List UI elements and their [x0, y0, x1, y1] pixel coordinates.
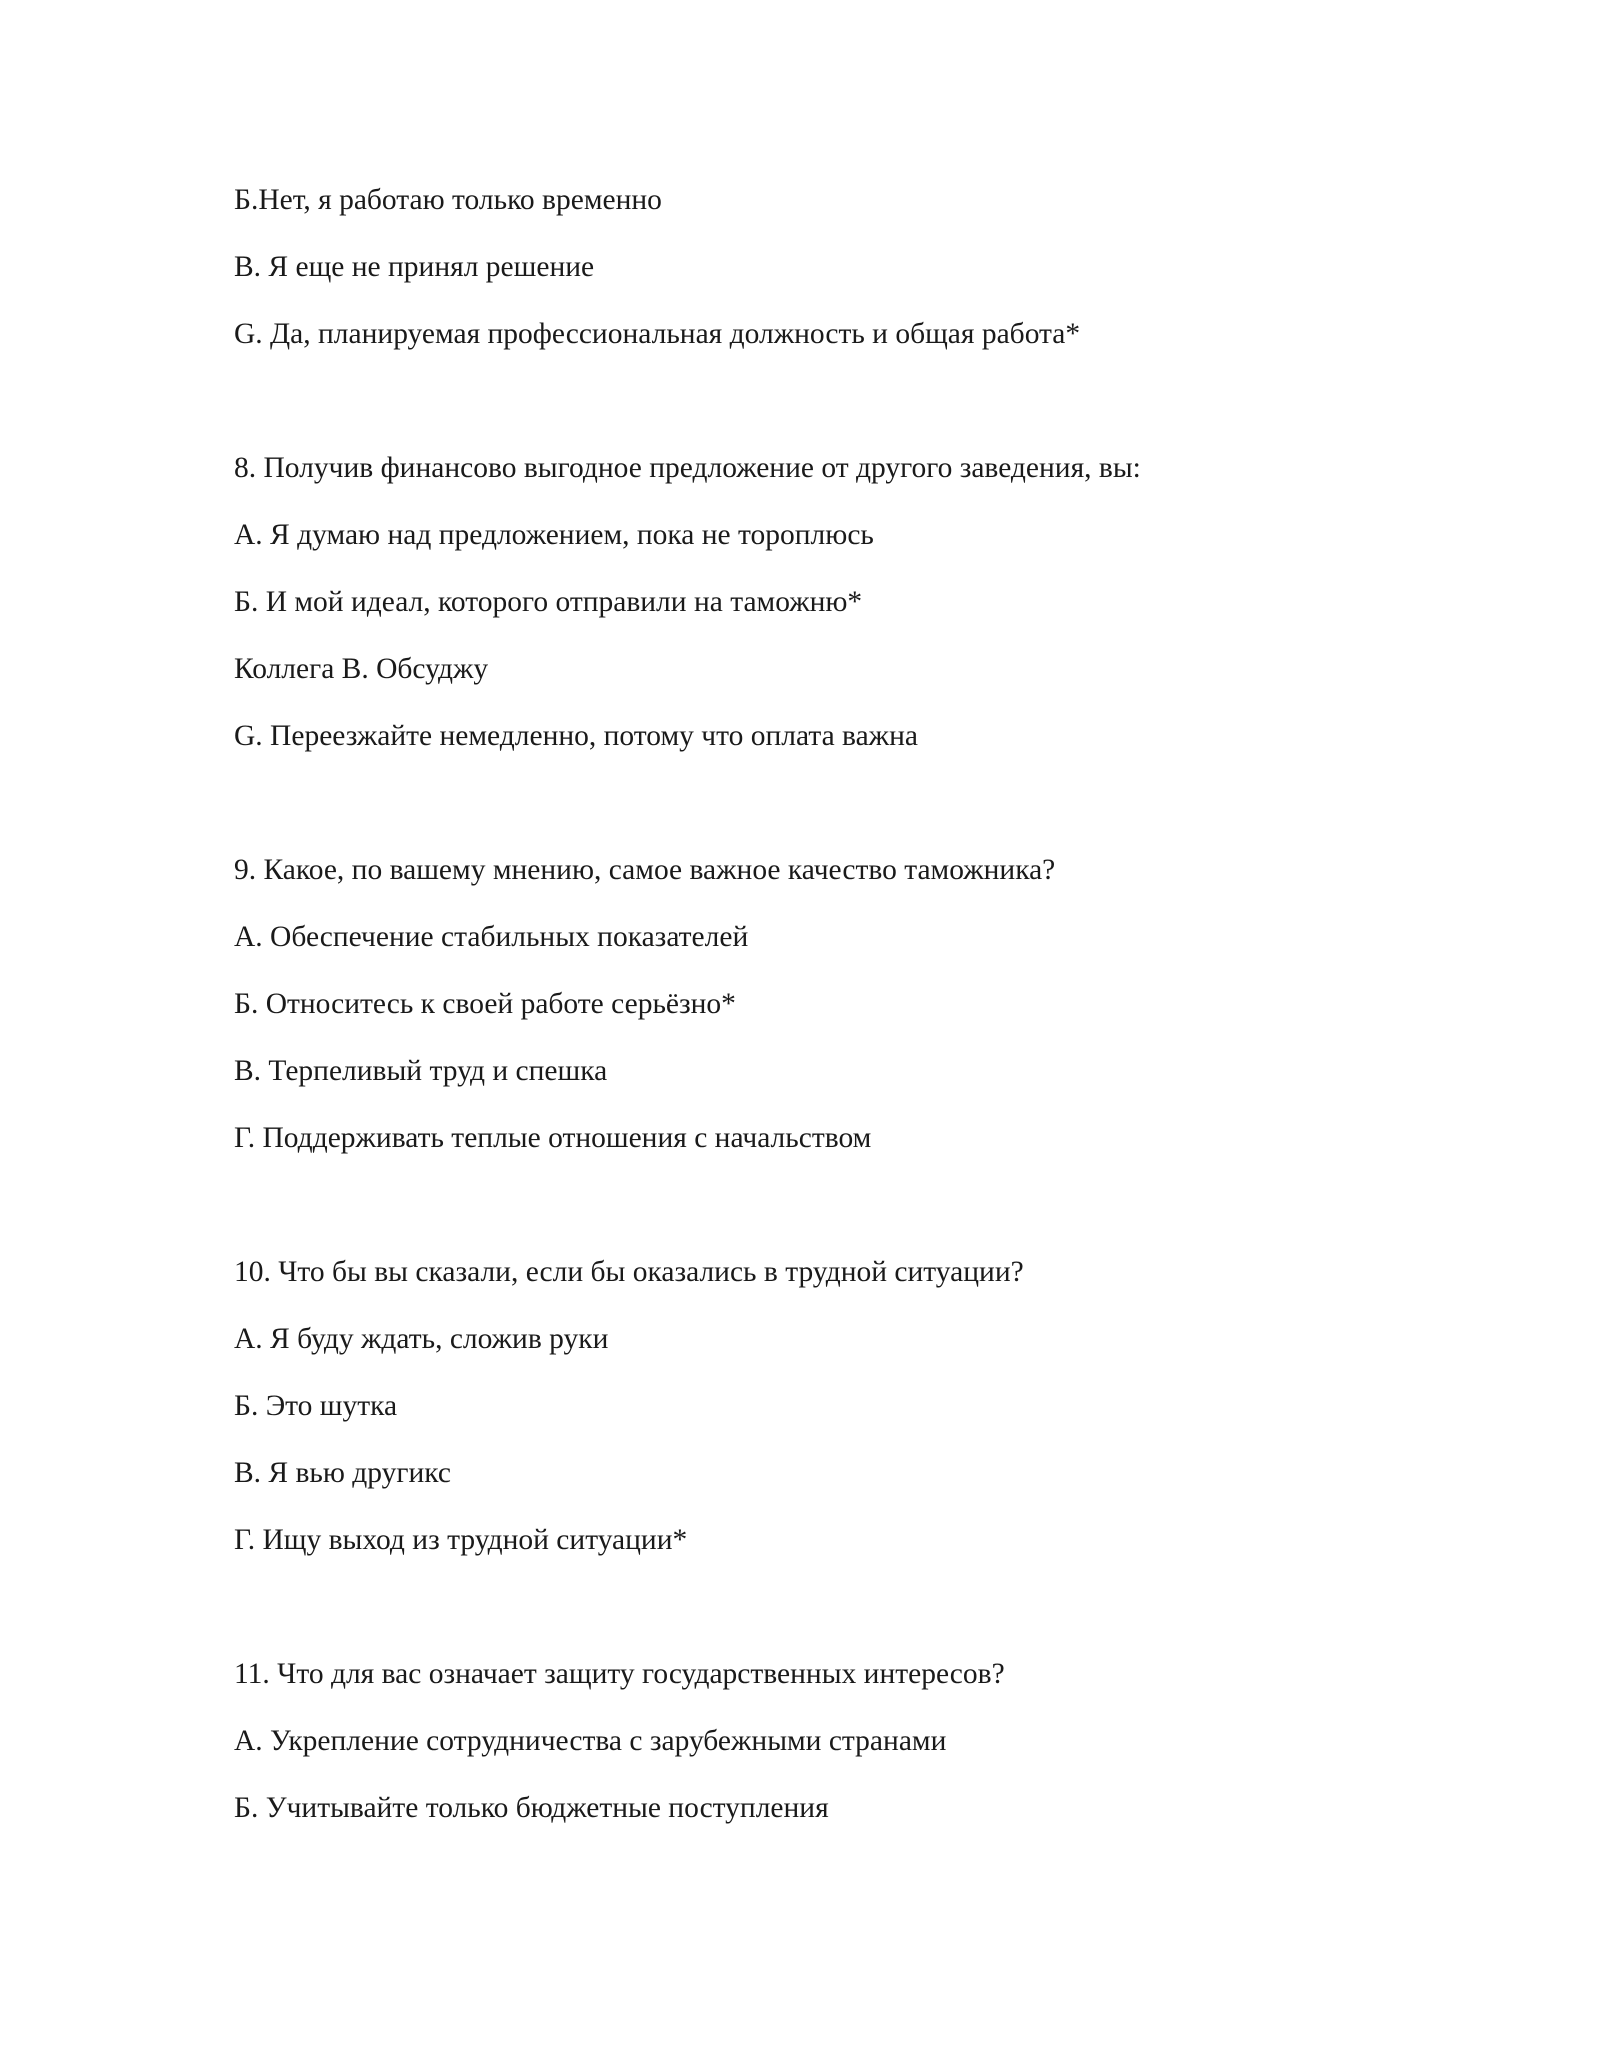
question-10: 10. Что бы вы сказали, если бы оказались в трудной ситуации?: [234, 1256, 1024, 1288]
answer-option: В. Я еще не принял решение: [234, 251, 595, 283]
document-body: [234, 180, 1434, 1855]
answer-option: А. Укрепление сотрудничества с зарубежными странами: [234, 1725, 947, 1757]
answer-option: G. Переезжайте немедленно, потому что оплата важна: [234, 720, 918, 752]
answer-option: Коллега В. Обсуджу: [234, 653, 489, 685]
answer-option: А. Обеспечение стабильных показателей: [234, 921, 749, 953]
paragraph-gap: [234, 1185, 1434, 1252]
paragraph-gap: [234, 381, 1434, 448]
answer-option: В. Терпеливый труд и спешка: [234, 1055, 608, 1087]
answer-option: Б. Учитывайте только бюджетные поступления: [234, 1792, 829, 1824]
answer-option: Г. Ищу выход из трудной ситуации*: [234, 1524, 688, 1556]
paragraph-gap: [234, 783, 1434, 850]
answer-option: G. Да, планируемая профессиональная должность и общая работа*: [234, 318, 1081, 350]
question-9: 9. Какое, по вашему мнению, самое важное качество таможника?: [234, 854, 1056, 886]
question-11: 11. Что для вас означает защиту государственных интересов?: [234, 1658, 1005, 1690]
answer-option: А. Я буду ждать, сложив руки: [234, 1323, 609, 1355]
answer-option: Г. Поддерживать теплые отношения с начальством: [234, 1122, 872, 1154]
answer-option: В. Я вью другикс: [234, 1457, 451, 1489]
answer-option: Б. Относитесь к своей работе серьёзно*: [234, 988, 736, 1020]
paragraph-gap: [234, 1587, 1434, 1654]
answer-option: Б. И мой идеал, которого отправили на таможню*: [234, 586, 863, 618]
answer-option: Б.Нет, я работаю только временно: [234, 184, 662, 216]
answer-option: Б. Это шутка: [234, 1390, 398, 1422]
answer-option: А. Я думаю над предложением, пока не тороплюсь: [234, 519, 874, 551]
question-8: 8. Получив финансово выгодное предложение от другого заведения, вы:: [234, 452, 1141, 484]
